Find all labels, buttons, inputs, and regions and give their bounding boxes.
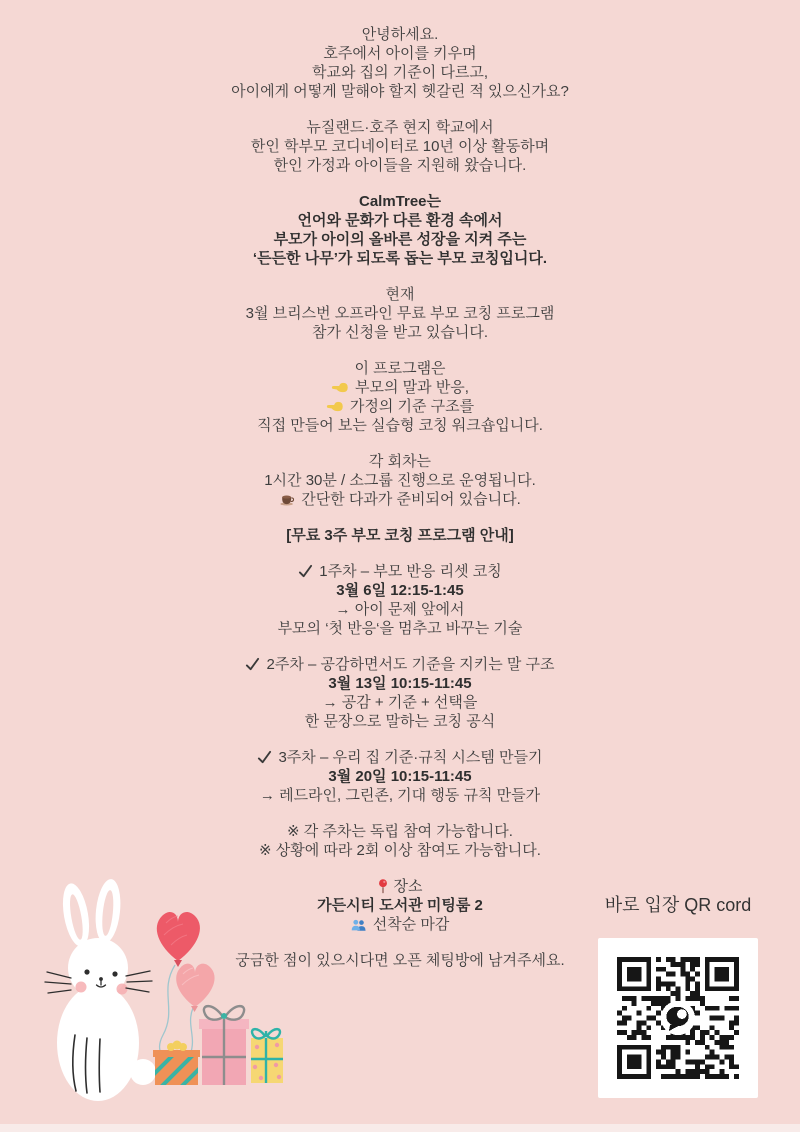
text-line	[0, 822, 800, 841]
text-line	[0, 378, 800, 397]
paragraph	[0, 822, 800, 860]
check-icon	[298, 564, 313, 579]
coffee-icon	[279, 493, 295, 506]
check-icon	[245, 657, 260, 672]
line-text: 선착순 마감	[372, 916, 450, 933]
balloon-knot	[174, 960, 182, 967]
line-text: 3월 브리스번 오프라인 무료 부모 코칭 프로그램	[245, 305, 555, 322]
line-text: 장소	[393, 878, 423, 895]
text-line	[0, 211, 800, 230]
paragraph	[0, 118, 800, 175]
line-text: 현재	[385, 286, 415, 303]
text-line	[0, 490, 800, 509]
text-line	[0, 44, 800, 63]
text-line	[0, 230, 800, 249]
paragraph	[0, 359, 800, 435]
line-text: ‘든든한 나무’가 되도록 돕는 부모 코칭입니다.	[252, 250, 548, 267]
text-line	[0, 471, 800, 490]
qr-code-card[interactable]	[598, 938, 758, 1098]
line-text: 1시간 30분 / 소그룹 진행으로 운영됩니다.	[264, 472, 536, 489]
text-line	[0, 452, 800, 471]
line-text: 부모의 말과 반응,	[355, 379, 469, 396]
paragraph	[0, 192, 800, 268]
line-text: ※ 상황에 따라 2회 이상 참여도 가능합니다.	[259, 842, 541, 859]
bunny-gifts-illustration	[25, 875, 295, 1120]
pointing-hand-icon	[331, 381, 349, 394]
text-line	[0, 323, 800, 342]
check-icon	[257, 750, 272, 765]
qr-code-image	[617, 957, 739, 1079]
line-text: 3월 20일 10:15-11:45	[328, 768, 472, 785]
line-text: 뉴질랜드·호주 현지 학교에서	[306, 119, 494, 136]
text-line	[0, 156, 800, 175]
line-text: 직접 만들어 보는 실습형 코칭 워크숍입니다.	[257, 417, 543, 434]
text-line	[0, 712, 800, 731]
line-text: 궁금한 점이 있으시다면 오픈 체팅방에 남겨주세요.	[235, 952, 565, 969]
paragraph	[0, 25, 800, 101]
gift-pink	[199, 1006, 249, 1085]
text-line	[0, 562, 800, 581]
paragraph	[0, 526, 800, 545]
line-text: 3월 13일 10:15-11:45	[328, 675, 472, 692]
heart-balloon-red	[157, 912, 200, 961]
line-text: 3주차 – 우리 집 기준·규칙 시스템 만들기	[278, 749, 543, 766]
paragraph	[0, 748, 800, 805]
line-text: 각 회차는	[368, 453, 432, 470]
line-text: 1주차 – 부모 반응 리셋 코칭	[319, 563, 502, 580]
text-line	[0, 249, 800, 268]
paragraph	[0, 452, 800, 509]
flyer-body-text	[0, 25, 800, 987]
heart-balloon-pink	[176, 964, 214, 1007]
line-text: 호주에서 아이를 키우며	[323, 45, 477, 62]
gift-yellow	[251, 1029, 283, 1083]
line-text: 한인 가정과 아이들을 지원해 왔습니다.	[273, 157, 527, 174]
text-line	[0, 416, 800, 435]
qr-section	[598, 895, 758, 1098]
line-text: 안녕하세요.	[361, 26, 439, 43]
bunny-eye	[112, 971, 117, 976]
line-text: [무료 3주 부모 코칭 프로그램 안내]	[286, 527, 514, 544]
line-text: 언어와 문화가 다른 환경 속에서	[297, 212, 503, 229]
line-text: → 공감 + 기준 + 선택을	[322, 694, 478, 711]
text-line	[0, 137, 800, 156]
line-text: 학교와 집의 기준이 다르고,	[311, 64, 489, 81]
text-line	[0, 693, 800, 712]
text-line	[0, 581, 800, 600]
text-line	[0, 600, 800, 619]
line-text: 한인 학부모 코디네이터로 10년 이상 활동하며	[250, 138, 550, 155]
bunny	[45, 878, 156, 1101]
line-text: → 아이 문제 앞에서	[335, 601, 465, 618]
line-text: 간단한 다과가 준비되어 있습니다.	[301, 491, 521, 508]
text-line	[0, 619, 800, 638]
pin-icon	[378, 879, 388, 894]
line-text: 참가 신청을 받고 있습니다.	[311, 324, 489, 341]
text-line	[0, 304, 800, 323]
pointing-hand-icon	[326, 400, 344, 413]
text-line	[0, 285, 800, 304]
line-text: 이 프로그램은	[354, 360, 446, 377]
text-line	[0, 192, 800, 211]
gift-orange	[147, 1041, 211, 1094]
text-line	[0, 767, 800, 786]
line-text: → 레드라인, 그린존, 기대 행동 규칙 만들가	[259, 787, 541, 804]
text-line	[0, 397, 800, 416]
line-text: 부모가 아이의 올바른 성장을 지켜 주는	[273, 231, 527, 248]
bottom-strip	[0, 1124, 800, 1132]
qr-label: 바로 입장 QR cord	[604, 895, 752, 915]
line-text: 2주차 – 공감하면서도 기준을 지키는 말 구조	[266, 656, 555, 673]
text-line	[0, 118, 800, 137]
text-line	[0, 25, 800, 44]
line-text: 아이에게 어떻게 말해야 할지 헷갈린 적 있으신가요?	[231, 83, 569, 100]
paragraph	[0, 285, 800, 342]
line-text: 가정의 기준 구조를	[349, 398, 475, 415]
text-line	[0, 655, 800, 674]
text-line	[0, 63, 800, 82]
text-line	[0, 674, 800, 693]
line-text: ※ 각 주차는 독립 참여 가능합니다.	[287, 823, 513, 840]
line-text: 한 문장으로 말하는 코칭 공식	[304, 713, 496, 730]
text-line	[0, 841, 800, 860]
text-line	[0, 526, 800, 545]
text-line	[0, 359, 800, 378]
people-icon	[351, 919, 367, 931]
line-text: 3월 6일 12:15-1:45	[336, 582, 464, 599]
text-line	[0, 748, 800, 767]
line-text: CalmTree는	[358, 193, 442, 210]
paragraph	[0, 655, 800, 731]
paragraph	[0, 562, 800, 638]
line-text: 가든시티 도서관 미팅룸 2	[317, 897, 483, 914]
bunny-eye	[84, 969, 89, 974]
text-line	[0, 786, 800, 805]
balloon-string	[190, 1008, 193, 1055]
text-line	[0, 82, 800, 101]
line-text: 부모의 ‘첫 반응‘을 멈추고 바꾸는 기술	[277, 620, 523, 637]
